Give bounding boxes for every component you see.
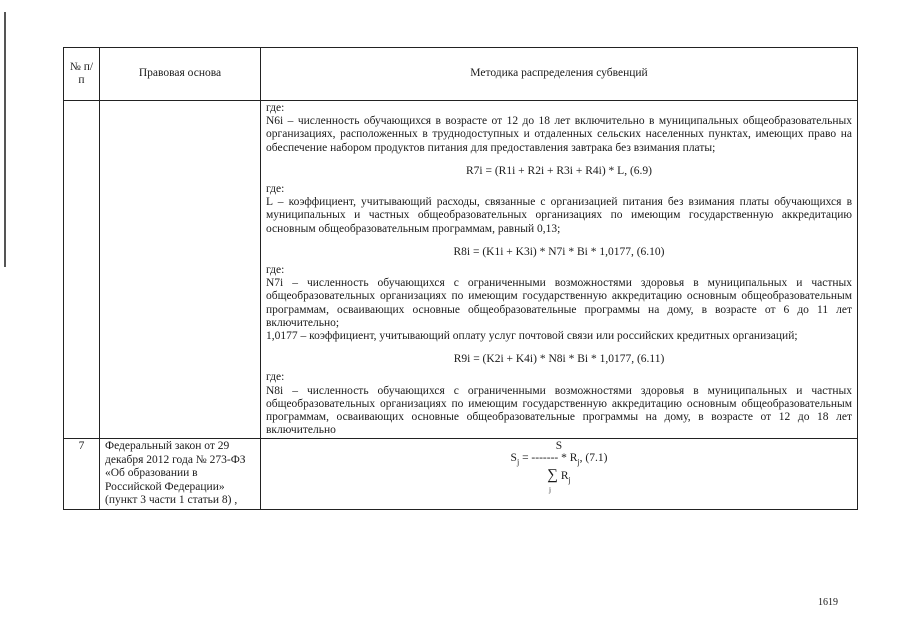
table-row (64, 101, 858, 439)
row2-legal-basis: Федеральный закон от 29 декабря 2012 года № 273-ФЗ «Об образовании в Российской Федерации» (пункт 3 части 1 статьи 8) , (100, 439, 261, 509)
definition-n6i: N6i – численность обучающихся в возрасте от 12 до 18 лет включительно в муниципальных общеобразовательных организациях, расположенных в труднодоступных и отдаленных сельских населенных пунктах, имеющих право на обеспечение набором продуктов питания для предоставления завтрака без взимания платы; (266, 115, 852, 154)
row1-methodology (261, 101, 858, 439)
formula-lhs: S (510, 452, 517, 465)
formula-6-9: R7i = (R1i + R2i + R3i + R4i) * L, (6.9) (466, 164, 652, 177)
formula-rhs-index: j (577, 457, 580, 467)
table-row (64, 439, 858, 509)
formula-7-1 (266, 440, 852, 494)
sum-index: j (549, 486, 551, 495)
row2-methodology (261, 439, 858, 509)
formula-denominator-index: j (568, 475, 571, 485)
formula-denominator (266, 466, 852, 486)
formula-rhs: R (569, 452, 578, 465)
definition-n7i: N7i – численность обучающихся с ограниченными возможностями здоровья в муниципальных и частных общеобразовательных организациях по имеющим государственную аккредитацию основным общеобразовательным программам, осваивающих основные общеобразовательные программы на дому, в возрасте от 6 до 11 лет включительно; (266, 277, 852, 329)
definition-n8i: N8i – численность обучающихся с ограниченными возможностями здоровья в муниципальных и частных общеобразовательных организациях по имеющим государственную аккредитацию основным общеобразовательным программам, осваивающих основные общеобразовательные программы на дому, в возрасте от 12 до 18 лет включительно (266, 384, 852, 437)
row1-number (64, 101, 100, 439)
header-legal-basis: Правовая основа (100, 48, 261, 101)
row1-legal-basis (100, 101, 261, 439)
where-label: где: (266, 371, 285, 384)
scan-margin-line (4, 12, 6, 267)
row2-number: 7 (64, 439, 100, 509)
definition-l-coefficient: L – коэффициент, учитывающий расходы, связанные с организацией питания без взимания платы обучающихся в муниципальных и частных общеобразовательных организациях по имеющим государственную аккредитацию основным общеобразовательным программам, равный 0,13; (266, 196, 852, 235)
where-label: где: (266, 183, 285, 196)
page-number: 1619 (818, 597, 838, 608)
formula-numerator: S (555, 440, 563, 453)
table-header-row (64, 48, 858, 101)
where-label: где: (266, 264, 285, 277)
definition-coefficient-10177: 1,0177 – коэффициент, учитывающий оплату услуг почтовой связи или российских кредитных организаций; (266, 330, 798, 343)
formula-denominator-r: R (560, 469, 569, 482)
header-methodology: Методика распределения субвенций (261, 48, 858, 101)
formula-fraction-bar: = ------- * (519, 452, 570, 465)
formula-main-line (266, 452, 852, 468)
sum-symbol: ∑ (547, 466, 558, 483)
where-label: где: (266, 102, 285, 114)
formula-6-10: R8i = (K1i + K3i) * N7i * Bi * 1,0177, (6.10) (453, 245, 665, 258)
formula-equation-number: , (7.1) (579, 452, 608, 465)
subvention-table (63, 47, 858, 510)
formula-lhs-index: j (516, 457, 520, 467)
header-number: № п/п (64, 48, 100, 101)
formula-6-11: R9i = (K2i + K4i) * N8i * Bi * 1,0177, (6.11) (453, 353, 665, 366)
